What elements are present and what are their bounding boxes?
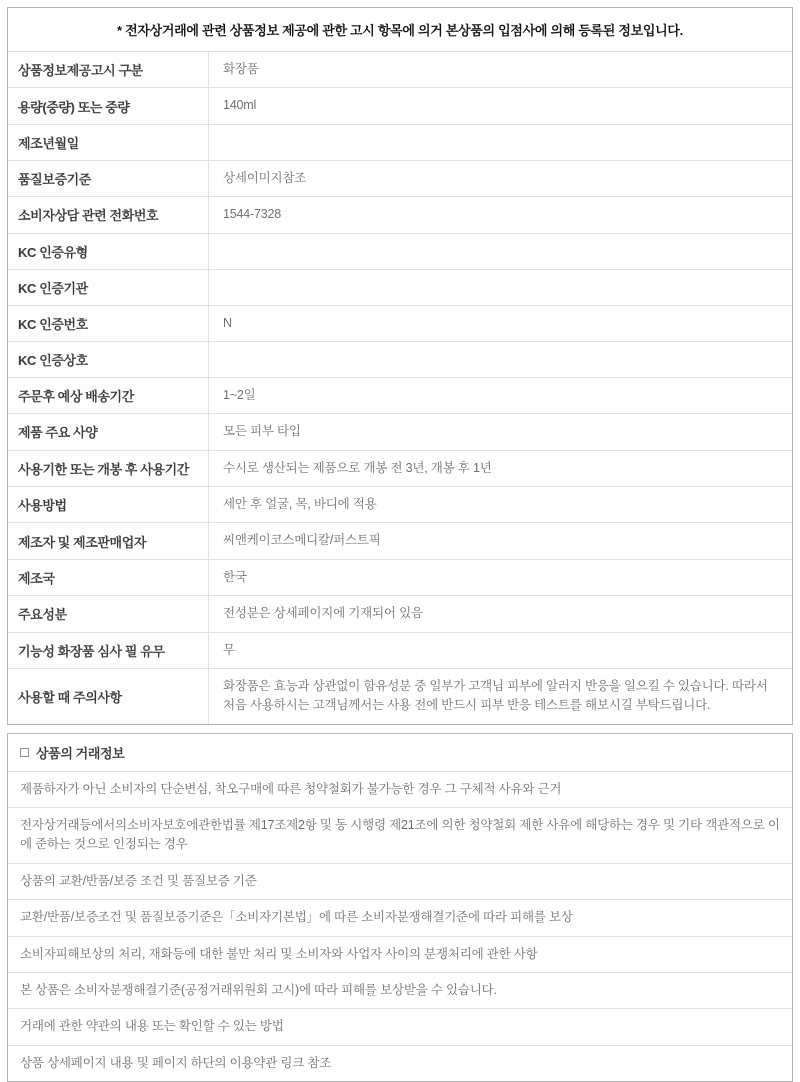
row-value (209, 414, 792, 449)
table-row (8, 523, 792, 559)
row-value (209, 306, 792, 341)
row-label: 사용할 때 주의사항 (8, 669, 209, 724)
row-label: 사용방법 (8, 487, 209, 522)
row-value-text: 화장품 (223, 62, 259, 76)
row-value-text: 140ml (223, 98, 257, 113)
table-row (8, 633, 792, 669)
row-value (209, 342, 792, 377)
trade-info-title: 상품의 거래정보 (36, 745, 125, 761)
trade-info-table (7, 733, 793, 1082)
table-row (8, 234, 792, 270)
table-row (8, 88, 792, 124)
row-value (209, 451, 792, 486)
row-value (209, 523, 792, 558)
row-label: 사용기한 또는 개봉 후 사용기간 (8, 451, 209, 486)
list-item-text: 거래에 관한 약관의 내용 또는 확인할 수 있는 방법 (20, 1019, 284, 1034)
row-value (209, 125, 792, 160)
row-value-text: 1544-7328 (223, 207, 281, 222)
row-value (209, 378, 792, 413)
table-row (8, 669, 792, 724)
notice-header: * 전자상거래에 관련 상품정보 제공에 관한 고시 항목에 의거 본상품의 입점사에 의해 등록된 정보입니다. (8, 8, 792, 52)
row-value-text: 씨앤케이코스메디칼/퍼스트픽 (223, 533, 381, 548)
row-label: 주문후 예상 배송기간 (8, 378, 209, 413)
row-label: 제조국 (8, 560, 209, 595)
table-row (8, 161, 792, 197)
row-value-text: 화장품은 효능과 상관없이 함유성분 중 일부가 고객님 피부에 알러지 반응을 일으킬 수 있습니다. 따라서 처음 사용하시는 고객님께서는 사용 전에 반드시 피부 반응 테스트를 해보시길 부탁드립니다. (223, 678, 768, 713)
row-label: 제조년월일 (8, 125, 209, 160)
row-value (209, 234, 792, 269)
table-row (8, 52, 792, 88)
list-item (8, 1046, 792, 1081)
row-value-text: 무 (223, 642, 235, 657)
table-row (8, 197, 792, 233)
list-item (8, 900, 792, 936)
table-row (8, 270, 792, 306)
row-label: 제품 주요 사양 (8, 414, 209, 449)
list-item-text: 제품하자가 아닌 소비자의 단순변심, 착오구매에 따른 청약철회가 불가능한 경우 그 구체적 사유와 근거 (20, 781, 562, 796)
trade-info-rows (8, 772, 792, 1081)
row-label: 용량(중량) 또는 중량 (8, 88, 209, 123)
row-value-text: 한국 (223, 569, 247, 584)
row-label: KC 인증유형 (8, 234, 209, 269)
row-value-text: 전성분은 상세페이지에 기재되어 있음 (223, 606, 423, 621)
table-row (8, 342, 792, 378)
table-row (8, 596, 792, 632)
row-value (209, 161, 792, 196)
row-value (209, 560, 792, 595)
list-item (8, 1009, 792, 1045)
row-label: 소비자상담 관련 전화번호 (8, 197, 209, 232)
row-value (209, 88, 792, 123)
list-item-text: 상품의 교환/반품/보증 조건 및 품질보증 기준 (20, 873, 257, 888)
row-value (209, 487, 792, 522)
row-value-text: 1~2일 (223, 387, 256, 402)
product-info-rows (8, 52, 792, 724)
row-value (209, 52, 792, 87)
row-value-text: 세안 후 얼굴, 목, 바디에 적용 (223, 497, 377, 511)
table-gap (7, 725, 793, 733)
list-item-text: 전자상거래등에서의소비자보호에관한법률 제17조제2항 및 동 시행령 제21조에 의한 청약철회 제한 사유에 해당하는 경우 및 기타 객관적으로 이에 준하는 것으로 인정되는 경우 (20, 818, 780, 852)
table-row (8, 125, 792, 161)
list-item-text: 소비자피해보상의 처리, 재화등에 대한 불만 처리 및 소비자와 사업자 사이의 분쟁처리에 관한 사항 (20, 946, 538, 961)
table-row (8, 451, 792, 487)
table-row (8, 378, 792, 414)
row-value (209, 596, 792, 631)
trade-info-header (8, 734, 792, 772)
list-item-text: 상품 상세페이지 내용 및 페이지 하단의 이용약관 링크 참조 (20, 1055, 332, 1070)
row-value (209, 270, 792, 305)
row-value-text: 상세이미지참조 (223, 170, 307, 185)
row-value-text: 모든 피부 타입 (223, 424, 301, 439)
list-item-text: 교환/반품/보증조건 및 품질보증기준은「소비자기본법」에 따른 소비자분쟁해결기준에 따라 피해를 보상 (20, 910, 573, 925)
row-value (209, 669, 792, 724)
list-item (8, 864, 792, 900)
row-label: KC 인증기관 (8, 270, 209, 305)
table-row (8, 414, 792, 450)
checkbox-square-icon (20, 748, 29, 757)
row-label: 품질보증기준 (8, 161, 209, 196)
table-row (8, 560, 792, 596)
list-item (8, 808, 792, 864)
row-value-text: N (223, 315, 232, 330)
row-value-text: 수시로 생산되는 제품으로 개봉 전 3년, 개봉 후 1년 (223, 460, 492, 475)
list-item (8, 973, 792, 1009)
row-value (209, 633, 792, 668)
row-label: 제조자 및 제조판매업자 (8, 523, 209, 558)
row-label: KC 인증번호 (8, 306, 209, 341)
product-info-table (7, 7, 793, 725)
row-label: 주요성분 (8, 596, 209, 631)
row-label: 상품정보제공고시 구분 (8, 52, 209, 87)
row-label: KC 인증상호 (8, 342, 209, 377)
list-item-text: 본 상품은 소비자분쟁해결기준(공정거래위원회 고시)에 따라 피해를 보상받을 수 있습니다. (20, 982, 497, 997)
table-row (8, 306, 792, 342)
table-row (8, 487, 792, 523)
list-item (8, 772, 792, 808)
row-label: 기능성 화장품 심사 필 유무 (8, 633, 209, 668)
row-value (209, 197, 792, 232)
list-item (8, 937, 792, 973)
